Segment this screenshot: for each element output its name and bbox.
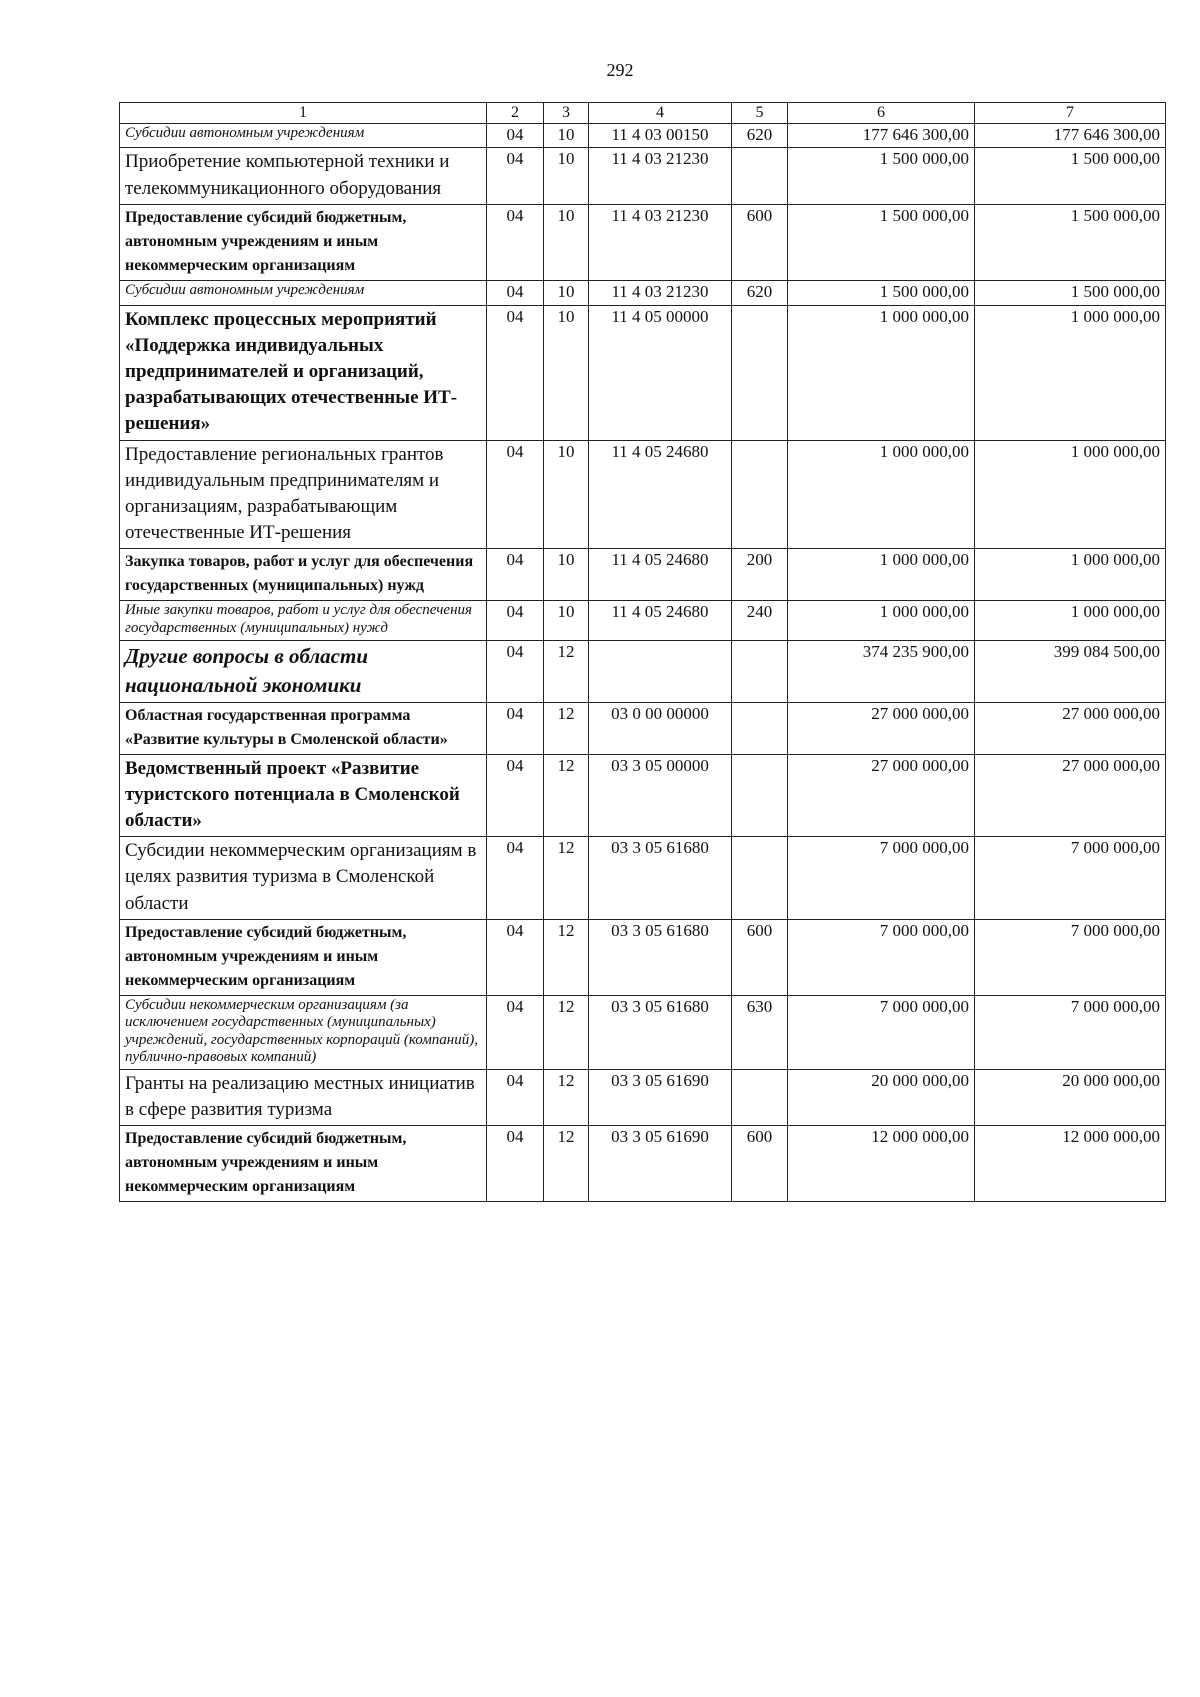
section-code-cell: 04 xyxy=(487,640,544,702)
subsection-code-cell: 10 xyxy=(544,204,589,280)
row-name-cell xyxy=(120,1070,487,1126)
target-article-cell: 03 0 00 00000 xyxy=(589,702,732,754)
table-row xyxy=(120,640,1166,702)
expense-type-cell xyxy=(732,148,788,204)
target-article-cell xyxy=(589,640,732,702)
table-row xyxy=(120,280,1166,305)
amount-year1-cell: 20 000 000,00 xyxy=(788,1070,975,1126)
subsection-code-cell: 10 xyxy=(544,305,589,440)
expense-type-cell: 240 xyxy=(732,601,788,640)
section-code-cell: 04 xyxy=(487,754,544,837)
subsection-code-cell: 10 xyxy=(544,601,589,640)
row-name-cell xyxy=(120,995,487,1069)
section-code-cell: 04 xyxy=(487,123,544,148)
amount-year1-cell: 1 000 000,00 xyxy=(788,601,975,640)
header-cell: 2 xyxy=(487,103,544,124)
amount-year2-cell: 27 000 000,00 xyxy=(975,754,1166,837)
amount-year2-cell: 399 084 500,00 xyxy=(975,640,1166,702)
subsection-code-cell: 10 xyxy=(544,148,589,204)
amount-year1-cell: 1 500 000,00 xyxy=(788,204,975,280)
amount-year1-cell: 7 000 000,00 xyxy=(788,837,975,920)
expense-type-cell xyxy=(732,702,788,754)
row-name-cell xyxy=(120,601,487,640)
target-article-cell: 03 3 05 61690 xyxy=(589,1070,732,1126)
budget-table xyxy=(119,102,1166,1202)
row-name-cell xyxy=(120,280,487,305)
amount-year1-cell: 7 000 000,00 xyxy=(788,919,975,995)
table-row xyxy=(120,440,1166,549)
target-article-cell: 11 4 03 21230 xyxy=(589,148,732,204)
row-name-cell xyxy=(120,440,487,549)
section-code-cell: 04 xyxy=(487,919,544,995)
row-name-text: Иные закупки товаров, работ и услуг для обеспечения государственных (муниципальных) нужд xyxy=(125,602,472,637)
header-cell: 3 xyxy=(544,103,589,124)
expense-type-cell xyxy=(732,305,788,440)
amount-year1-cell: 177 646 300,00 xyxy=(788,123,975,148)
section-code-cell: 04 xyxy=(487,1126,544,1202)
amount-year1-cell: 27 000 000,00 xyxy=(788,702,975,754)
amount-year2-cell: 7 000 000,00 xyxy=(975,919,1166,995)
row-name-text: Предоставление субсидий бюджетным, автономным учреждениям и иным некоммерческим организациям xyxy=(125,923,407,989)
target-article-cell: 11 4 05 24680 xyxy=(589,440,732,549)
amount-year1-cell: 7 000 000,00 xyxy=(788,995,975,1069)
amount-year2-cell: 1 500 000,00 xyxy=(975,204,1166,280)
row-name-text: Областная государственная программа «Развитие культуры в Смоленской области» xyxy=(125,706,448,748)
row-name-text: Предоставление субсидий бюджетным, автономным учреждениям и иным некоммерческим организациям xyxy=(125,1130,407,1196)
section-code-cell: 04 xyxy=(487,440,544,549)
row-name-text: Другие вопросы в области национальной экономики xyxy=(125,643,369,697)
amount-year1-cell: 1 500 000,00 xyxy=(788,148,975,204)
expense-type-cell: 620 xyxy=(732,123,788,148)
amount-year2-cell: 7 000 000,00 xyxy=(975,837,1166,920)
table-row xyxy=(120,702,1166,754)
subsection-code-cell: 10 xyxy=(544,440,589,549)
section-code-cell: 04 xyxy=(487,702,544,754)
subsection-code-cell: 12 xyxy=(544,1126,589,1202)
table-row xyxy=(120,1070,1166,1126)
row-name-cell xyxy=(120,204,487,280)
target-article-cell: 11 4 03 00150 xyxy=(589,123,732,148)
target-article-cell: 11 4 05 24680 xyxy=(589,549,732,601)
row-name-text: Субсидии некоммерческим организациям в целях развития туризма в Смоленской области xyxy=(125,840,477,914)
amount-year1-cell: 12 000 000,00 xyxy=(788,1126,975,1202)
expense-type-cell xyxy=(732,754,788,837)
row-name-text: Предоставление региональных грантов индивидуальным предпринимателям и организациям, разрабатывающим отечественные ИТ-решения xyxy=(125,443,444,544)
header-cell: 5 xyxy=(732,103,788,124)
page-number: 292 xyxy=(606,60,634,80)
amount-year2-cell: 20 000 000,00 xyxy=(975,1070,1166,1126)
amount-year1-cell: 1 500 000,00 xyxy=(788,280,975,305)
row-name-text: Гранты на реализацию местных инициатив в сфере развития туризма xyxy=(125,1073,475,1121)
row-name-text: Предоставление субсидий бюджетным, автономным учреждениям и иным некоммерческим организациям xyxy=(125,208,407,274)
amount-year1-cell: 1 000 000,00 xyxy=(788,549,975,601)
expense-type-cell xyxy=(732,640,788,702)
row-name-text: Ведомственный проект «Развитие туристского потенциала в Смоленской области» xyxy=(125,757,460,831)
table-row xyxy=(120,837,1166,920)
amount-year2-cell: 1 000 000,00 xyxy=(975,601,1166,640)
amount-year2-cell: 177 646 300,00 xyxy=(975,123,1166,148)
target-article-cell: 11 4 03 21230 xyxy=(589,204,732,280)
target-article-cell: 11 4 05 24680 xyxy=(589,601,732,640)
subsection-code-cell: 12 xyxy=(544,754,589,837)
amount-year2-cell: 1 000 000,00 xyxy=(975,549,1166,601)
expense-type-cell: 620 xyxy=(732,280,788,305)
section-code-cell: 04 xyxy=(487,280,544,305)
section-code-cell: 04 xyxy=(487,1070,544,1126)
table-row xyxy=(120,1126,1166,1202)
subsection-code-cell: 10 xyxy=(544,123,589,148)
row-name-text: Субсидии автономным учреждениям xyxy=(125,281,365,298)
target-article-cell: 03 3 05 61690 xyxy=(589,1126,732,1202)
expense-type-cell: 600 xyxy=(732,919,788,995)
amount-year2-cell: 27 000 000,00 xyxy=(975,702,1166,754)
table-row xyxy=(120,601,1166,640)
subsection-code-cell: 10 xyxy=(544,549,589,601)
expense-type-cell: 200 xyxy=(732,549,788,601)
row-name-cell xyxy=(120,754,487,837)
subsection-code-cell: 12 xyxy=(544,640,589,702)
section-code-cell: 04 xyxy=(487,837,544,920)
expense-type-cell xyxy=(732,837,788,920)
section-code-cell: 04 xyxy=(487,549,544,601)
amount-year2-cell: 1 000 000,00 xyxy=(975,305,1166,440)
row-name-cell xyxy=(120,123,487,148)
header-cell: 1 xyxy=(120,103,487,124)
table-row xyxy=(120,995,1166,1069)
row-name-cell xyxy=(120,148,487,204)
row-name-text: Субсидии некоммерческим организациям (за исключением государственных (муниципальных) учреждений, государственных корпораций (компаний), публично-правовых компаний) xyxy=(125,996,478,1066)
table-row xyxy=(120,123,1166,148)
section-code-cell: 04 xyxy=(487,148,544,204)
amount-year1-cell: 374 235 900,00 xyxy=(788,640,975,702)
row-name-text: Комплекс процессных мероприятий «Поддержка индивидуальных предпринимателей и организаций, разрабатывающих отечественные ИТ-решения» xyxy=(125,308,458,435)
table-row xyxy=(120,549,1166,601)
expense-type-cell xyxy=(732,1070,788,1126)
section-code-cell: 04 xyxy=(487,995,544,1069)
subsection-code-cell: 12 xyxy=(544,702,589,754)
table-row xyxy=(120,148,1166,204)
expense-type-cell: 600 xyxy=(732,1126,788,1202)
amount-year1-cell: 1 000 000,00 xyxy=(788,440,975,549)
row-name-cell xyxy=(120,640,487,702)
amount-year2-cell: 1 000 000,00 xyxy=(975,440,1166,549)
row-name-cell xyxy=(120,837,487,920)
subsection-code-cell: 10 xyxy=(544,280,589,305)
target-article-cell: 11 4 05 00000 xyxy=(589,305,732,440)
target-article-cell: 11 4 03 21230 xyxy=(589,280,732,305)
row-name-cell xyxy=(120,919,487,995)
subsection-code-cell: 12 xyxy=(544,995,589,1069)
amount-year1-cell: 27 000 000,00 xyxy=(788,754,975,837)
target-article-cell: 03 3 05 61680 xyxy=(589,837,732,920)
expense-type-cell: 630 xyxy=(732,995,788,1069)
row-name-cell xyxy=(120,1126,487,1202)
amount-year2-cell: 1 500 000,00 xyxy=(975,280,1166,305)
target-article-cell: 03 3 05 61680 xyxy=(589,995,732,1069)
row-name-cell xyxy=(120,305,487,440)
table-row xyxy=(120,204,1166,280)
row-name-text: Субсидии автономным учреждениям xyxy=(125,124,365,141)
table-row xyxy=(120,919,1166,995)
target-article-cell: 03 3 05 00000 xyxy=(589,754,732,837)
expense-type-cell: 600 xyxy=(732,204,788,280)
amount-year1-cell: 1 000 000,00 xyxy=(788,305,975,440)
header-cell: 7 xyxy=(975,103,1166,124)
row-name-cell xyxy=(120,549,487,601)
subsection-code-cell: 12 xyxy=(544,1070,589,1126)
target-article-cell: 03 3 05 61680 xyxy=(589,919,732,995)
table-row xyxy=(120,305,1166,440)
row-name-cell xyxy=(120,702,487,754)
header-cell: 6 xyxy=(788,103,975,124)
section-code-cell: 04 xyxy=(487,601,544,640)
row-name-text: Закупка товаров, работ и услуг для обеспечения государственных (муниципальных) нужд xyxy=(125,553,474,595)
row-name-text: Приобретение компьютерной техники и телекоммуникационного оборудования xyxy=(125,151,450,199)
amount-year2-cell: 12 000 000,00 xyxy=(975,1126,1166,1202)
section-code-cell: 04 xyxy=(487,305,544,440)
header-cell: 4 xyxy=(589,103,732,124)
amount-year2-cell: 7 000 000,00 xyxy=(975,995,1166,1069)
subsection-code-cell: 12 xyxy=(544,919,589,995)
amount-year2-cell: 1 500 000,00 xyxy=(975,148,1166,204)
subsection-code-cell: 12 xyxy=(544,837,589,920)
header-row xyxy=(120,103,1166,124)
section-code-cell: 04 xyxy=(487,204,544,280)
table-row xyxy=(120,754,1166,837)
expense-type-cell xyxy=(732,440,788,549)
